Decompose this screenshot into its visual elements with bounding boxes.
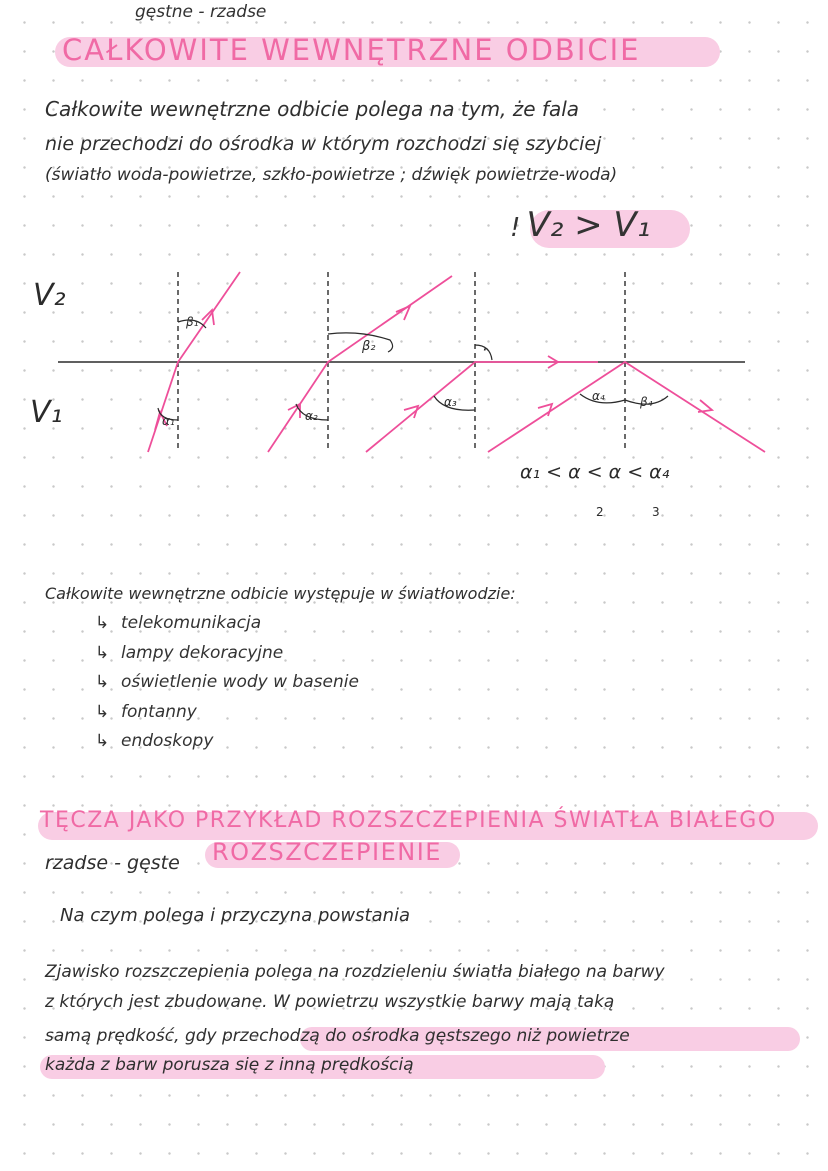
list-item: ↳ fontanny <box>95 701 197 722</box>
angle-alpha-2: α₂ <box>305 409 318 423</box>
medium-top-label: V₂ <box>33 278 66 313</box>
ray-2 <box>268 276 452 452</box>
angle-alpha-3: α₃ <box>444 395 457 409</box>
section2-line-2: z których jest zbudowane. W powietrzu wszystkie barwy mają taką <box>45 992 615 1012</box>
section2-heading-line2: ROZSZCZEPIENIE <box>212 838 442 866</box>
ray-3 <box>366 362 598 452</box>
section2-line-1: Zjawisko rozszczepienia polega na rozdzieleniu światła białego na barwy <box>45 962 665 982</box>
arrow-icon: ↳ <box>95 731 110 751</box>
section2-side-note: rzadse - gęste <box>45 852 180 874</box>
section1-line-2: nie przechodzi do ośrodka w którym rozchodzi się szybciej <box>45 133 602 155</box>
section1-line-3: (światło woda-powietrze, szkło-powietrze ; dźwięk powietrze-woda) <box>45 165 618 185</box>
list-item: ↳ oświetlenie wody w basenie <box>95 672 359 692</box>
inequality-sub-3: 3 <box>652 505 660 519</box>
arrow-icon: ↳ <box>95 701 110 722</box>
arc-beta-2 <box>328 333 393 352</box>
angle-beta-1: β₁ <box>186 315 199 329</box>
list-item: ↳ lampy dekoracyjne <box>95 642 284 663</box>
arrow-icon: ↳ <box>95 672 110 692</box>
list-item: ↳ telekomunikacja <box>95 613 262 633</box>
section1-heading: CAŁKOWITE WEWNĘTRZNE ODBICIE <box>62 33 641 67</box>
inequality-sub-2: 2 <box>596 505 604 519</box>
section1-line-1: Całkowite wewnętrzne odbicie polega na tym, że fala <box>45 97 580 121</box>
angle-arcs <box>158 320 668 420</box>
applications-list <box>95 613 359 761</box>
medium-bottom-label: V₁ <box>30 395 63 430</box>
section2-line-4: każda z barw porusza się z inną prędkością <box>45 1055 414 1075</box>
top-note: gęstne - rzadse <box>135 2 267 22</box>
angle-beta-4: β₄ <box>640 395 653 409</box>
section2-heading: TĘCZA JAKO PRZYKŁAD ROZSZCZEPIENIA ŚWIATŁA BIAŁEGO <box>40 808 777 833</box>
section2-line-3: samą prędkość, gdy przechodzą do ośrodka gęstszego niż powietrze <box>45 1026 630 1046</box>
angle-alpha-1: α₁ <box>162 414 175 428</box>
ray-4 <box>488 362 765 452</box>
angle-beta-2: β₂ <box>362 339 376 354</box>
condition-text: V₂ > V₁ <box>526 205 651 245</box>
angle-alpha-4: α₄ <box>592 389 605 403</box>
right-angle-mark: · <box>482 340 488 359</box>
angle-labels <box>162 315 653 428</box>
condition-mark: ! <box>510 213 521 243</box>
list-item: ↳ endoskopy <box>95 731 214 751</box>
ray-3-arrow-in <box>404 406 418 418</box>
section2-question: Na czym polega i przyczyna powstania <box>60 905 411 926</box>
applications-intro: Całkowite wewnętrzne odbicie występuje w światłowodzie: <box>45 584 516 603</box>
angle-inequality: α₁ < α < α < α₄ <box>520 461 670 483</box>
arrow-icon: ↳ <box>95 613 110 633</box>
arrow-icon: ↳ <box>95 642 110 663</box>
